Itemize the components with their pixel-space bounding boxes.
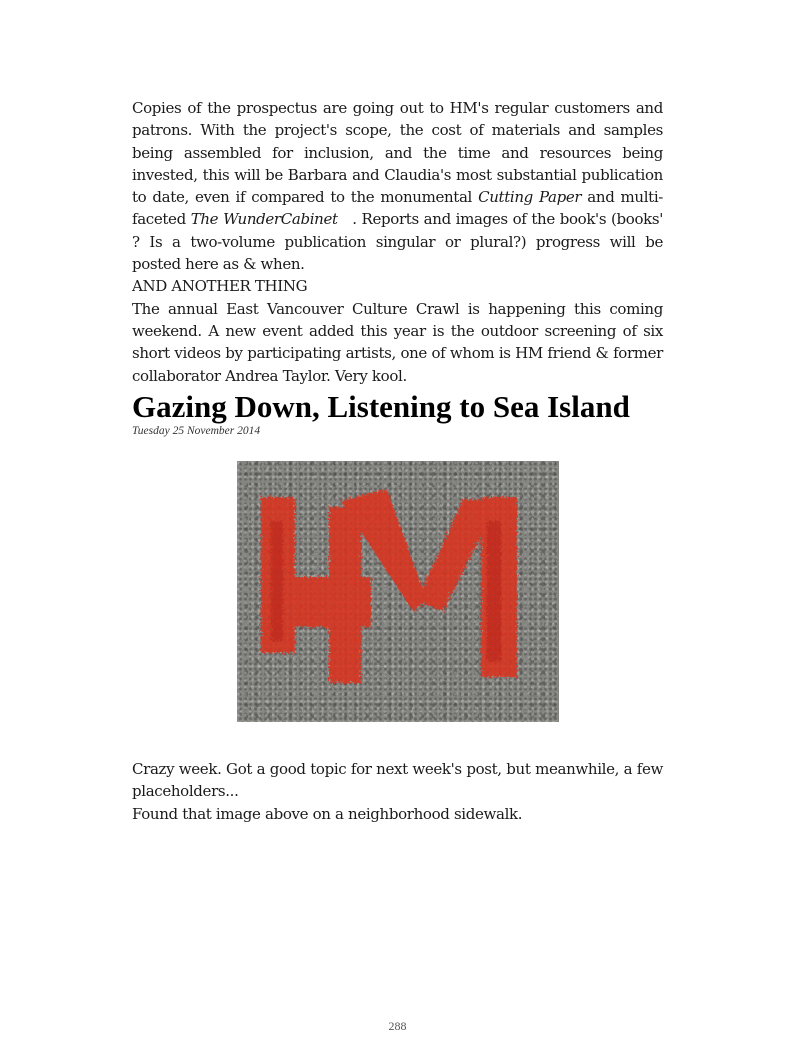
prospectus-text-1: Copies of the prospectus are going out to HM's regular customers and patrons. With the project's scope, the cost of materials and samples being assembled for inclusion, and the time and resources being invested, this will be Barbara and Claudia's most substantial publication to date, even if compared to the monumental xyxy=(132,99,663,207)
prospectus-text-3: . Reports and images of the book's (books' ? Is a two-volume publication singular or plural?) progress will be posted here as & when. xyxy=(132,210,664,274)
post-date: Tuesday 25 November 2014 xyxy=(132,425,261,437)
cutting-paper-title: Cutting Paper xyxy=(478,188,582,207)
page-number: 288 xyxy=(388,1019,407,1033)
hm-graffiti-image xyxy=(237,461,559,722)
post-body xyxy=(132,758,663,825)
prospectus-text-2: and multi-faceted xyxy=(132,188,663,229)
intro-section xyxy=(132,97,663,387)
post-title: Gazing Down, Listening to Sea Island xyxy=(132,389,630,424)
post-paragraph-1: Crazy week. Got a good topic for next week's post, but meanwhile, a few placeholders... xyxy=(132,760,663,801)
post-paragraph-2: Found that image above on a neighborhood sidewalk. xyxy=(132,804,523,823)
prospectus-paragraph xyxy=(132,97,663,275)
wundercabinet-title: The WunderCabinet xyxy=(190,210,338,229)
culture-crawl-paragraph: The annual East Vancouver Culture Crawl is happening this coming weekend. A new event added this year is the outdoor screening of six short videos by participating artists, one of whom is HM friend & former collaborator Andrea Taylor. Very kool. xyxy=(132,299,663,385)
sidewalk-hm-photo xyxy=(237,461,559,722)
another-thing-heading: AND ANOTHER THING xyxy=(132,277,308,296)
